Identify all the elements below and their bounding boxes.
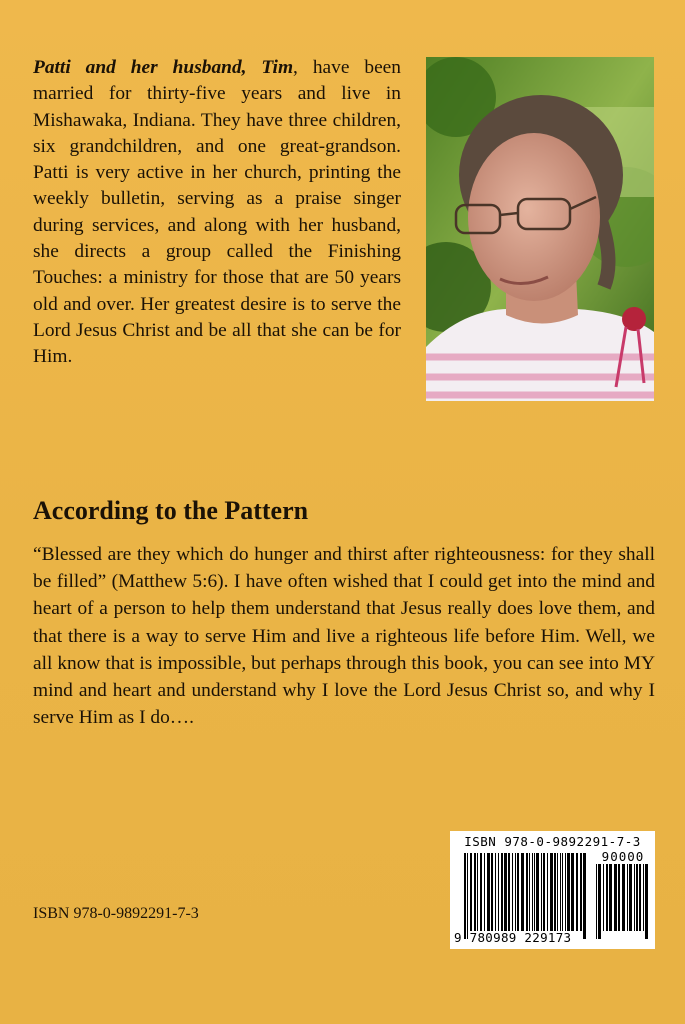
barcode-bar <box>557 853 558 931</box>
barcode-bar <box>501 853 503 931</box>
barcode-bar <box>526 853 528 931</box>
book-title: According to the Pattern <box>33 496 309 525</box>
barcode-bar <box>477 853 478 931</box>
barcode-digits: 9 780989 229173 <box>454 930 572 945</box>
barcode-bar <box>534 853 535 931</box>
author-bio-text: , have been married for thirty-five years and live in Mishawaka, Indiana. They have three children, six grandchildren, and one great-grandson. Patti is very active in her church, printing the weekly bulletin, serving as a praise singer during services, and along with her husband, she directs a group called the Finishing Touches: a ministry for those that are 50 years old and over. Her greatest desire is to serve the Lord Jesus Christ and be all that she can be for Him. <box>33 57 401 368</box>
barcode-bar <box>491 853 493 931</box>
barcode-bar <box>484 853 485 931</box>
barcode-bar <box>517 853 519 931</box>
barcode-bar <box>598 864 601 939</box>
barcode-bar <box>470 853 472 931</box>
author-bio <box>33 55 401 371</box>
barcode-bar <box>536 853 539 931</box>
barcode-bar <box>543 853 545 931</box>
barcode-bar <box>508 853 510 931</box>
barcode-bar <box>567 853 570 931</box>
barcode-bar <box>467 853 468 939</box>
barcode-bar <box>622 864 625 931</box>
barcode-bar <box>541 853 542 931</box>
barcode-bar <box>639 864 641 931</box>
barcode-bar <box>571 853 574 931</box>
barcode-bar <box>565 853 566 931</box>
barcode-bar <box>643 864 644 931</box>
barcode-bar <box>609 864 612 931</box>
barcode-bar <box>532 853 533 931</box>
barcode-bar <box>636 864 638 931</box>
barcode-bar <box>603 864 604 931</box>
barcode-bar <box>618 864 620 931</box>
barcode-bar <box>515 853 516 931</box>
barcode-bar <box>554 853 556 931</box>
barcode-bar <box>550 853 553 931</box>
barcode-bar <box>504 853 507 931</box>
barcode-bar <box>580 853 582 931</box>
barcode-bar <box>606 864 608 931</box>
barcode-isbn-header: ISBN 978-0-9892291-7-3 <box>464 834 641 849</box>
barcode-bar <box>495 853 496 931</box>
barcode-bar <box>498 853 499 931</box>
author-photo <box>426 57 654 401</box>
barcode-bar <box>474 853 476 931</box>
barcode-bar <box>562 853 563 931</box>
barcode-bar <box>583 853 586 939</box>
barcode-addon-price: 90000 <box>601 849 645 864</box>
barcode-bar <box>547 853 548 931</box>
barcode-bar <box>596 864 597 939</box>
barcode-bar <box>521 853 524 931</box>
barcode-bar <box>634 864 635 931</box>
barcode <box>450 831 655 949</box>
book-blurb: “Blessed are they which do hunger and thirst after righteousness: for they shall be filled” (Matthew 5:6). I have often wished that I could get into the mind and heart of a person to help them understand that Jesus really does love them, and that there is a way to serve Him and live a righteous life before Him. Well, we all know that is impossible, but perhaps through this book, you can see into MY mind and heart and understand why I love the Lord Jesus Christ so, and why I serve Him as I do…. <box>33 544 655 729</box>
barcode-bar <box>464 853 466 939</box>
barcode-bar <box>627 864 628 931</box>
barcode-bar <box>480 853 482 931</box>
barcode-bar <box>629 864 632 931</box>
barcode-bar <box>576 853 578 931</box>
barcode-bar <box>560 853 561 931</box>
barcode-bar <box>512 853 513 931</box>
author-bio-lead: Patti and her husband, Tim <box>33 57 294 78</box>
barcode-bar <box>645 864 648 939</box>
barcode-bar <box>614 864 617 931</box>
barcode-bar <box>487 853 490 931</box>
barcode-bar <box>529 853 530 931</box>
isbn-line: ISBN 978-0-9892291-7-3 <box>33 905 199 922</box>
